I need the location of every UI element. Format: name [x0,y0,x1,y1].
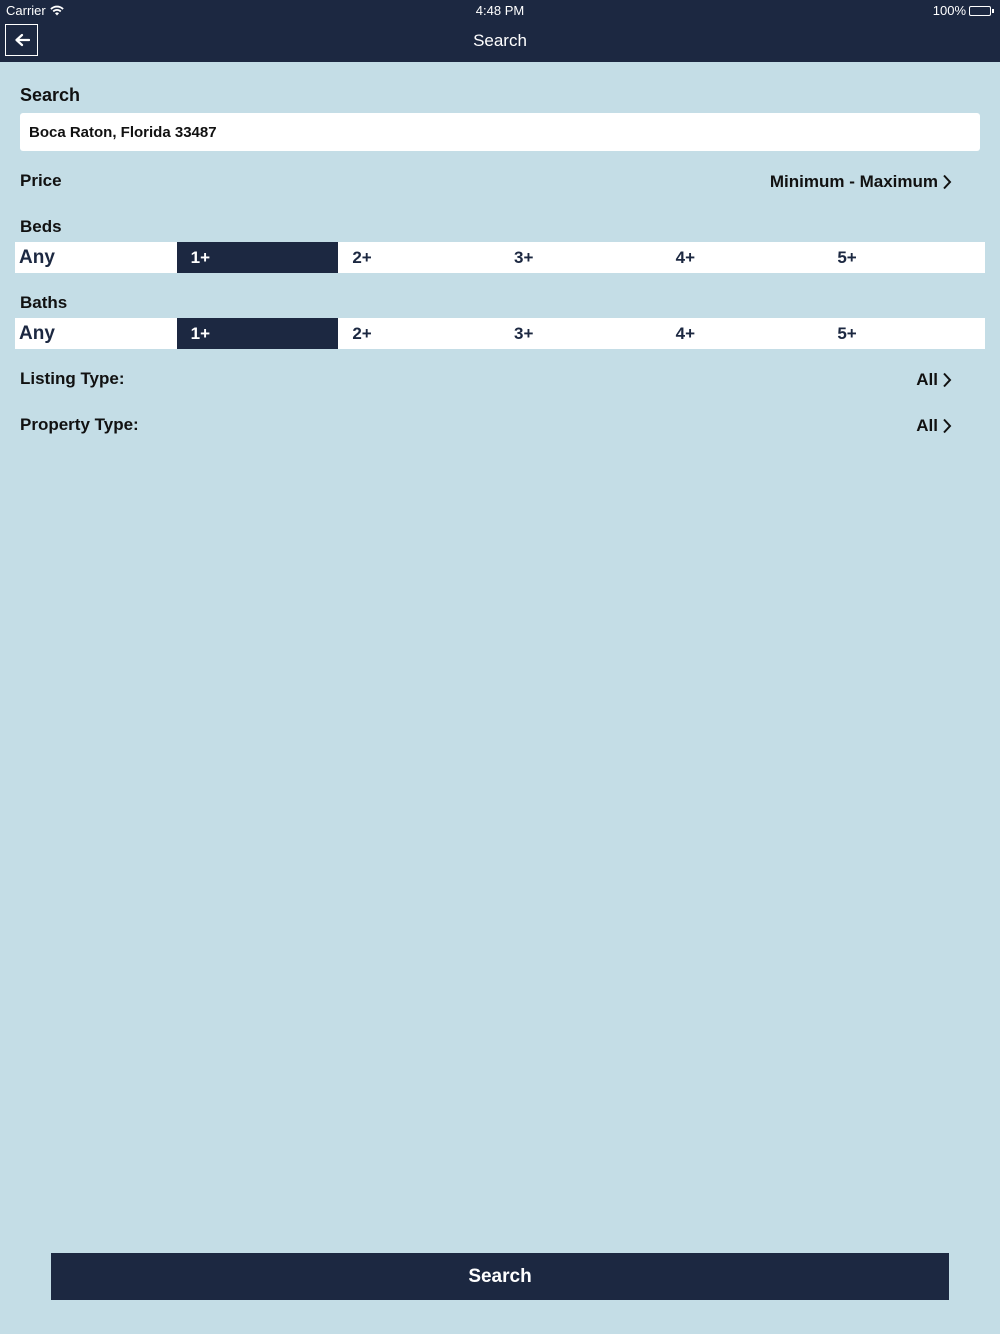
baths-option-1-plus[interactable]: 1+ [177,318,339,349]
beds-option-5-plus[interactable]: 5+ [837,247,857,267]
battery-percent: 100% [932,3,966,18]
beds-option-1-plus[interactable]: 1+ [177,242,339,273]
price-range-selector[interactable] [770,172,952,192]
property-type-label: Property Type: [20,415,139,434]
search-label: Search [20,85,81,105]
listing-type-value: All [916,370,938,389]
chevron-right-icon [942,174,952,190]
status-battery [933,3,994,18]
baths-option-3-plus[interactable]: 3+ [513,323,534,343]
baths-option-5-plus[interactable]: 5+ [837,323,857,343]
baths-option-2-plus[interactable]: 2+ [352,323,372,343]
carrier-label: Carrier [6,3,46,18]
price-label: Price [20,171,62,190]
search-button[interactable]: Search [51,1253,949,1300]
beds-option-4-plus[interactable]: 4+ [675,247,696,267]
baths-option-any[interactable]: Any [19,322,55,344]
listing-type-selector[interactable] [916,370,952,390]
beds-option-3-plus[interactable]: 3+ [513,247,534,267]
beds-label: Beds [20,217,62,236]
page-title: Search [473,31,527,50]
navigation-bar [0,0,1000,62]
baths-segmented-control [15,318,985,349]
property-type-selector[interactable] [916,416,952,436]
chevron-right-icon [942,418,952,434]
battery-icon [969,6,991,16]
beds-segmented-control [15,242,985,273]
search-input[interactable] [20,113,980,151]
beds-option-2-plus[interactable]: 2+ [352,247,372,267]
price-range-value: Minimum - Maximum [769,172,938,191]
baths-label: Baths [20,293,68,312]
listing-type-label: Listing Type: [20,369,125,388]
beds-option-any[interactable]: Any [19,246,55,268]
status-time: 4:48 PM [475,3,525,18]
baths-option-4-plus[interactable]: 4+ [675,323,696,343]
property-type-value: All [916,416,938,435]
chevron-right-icon [942,372,952,388]
